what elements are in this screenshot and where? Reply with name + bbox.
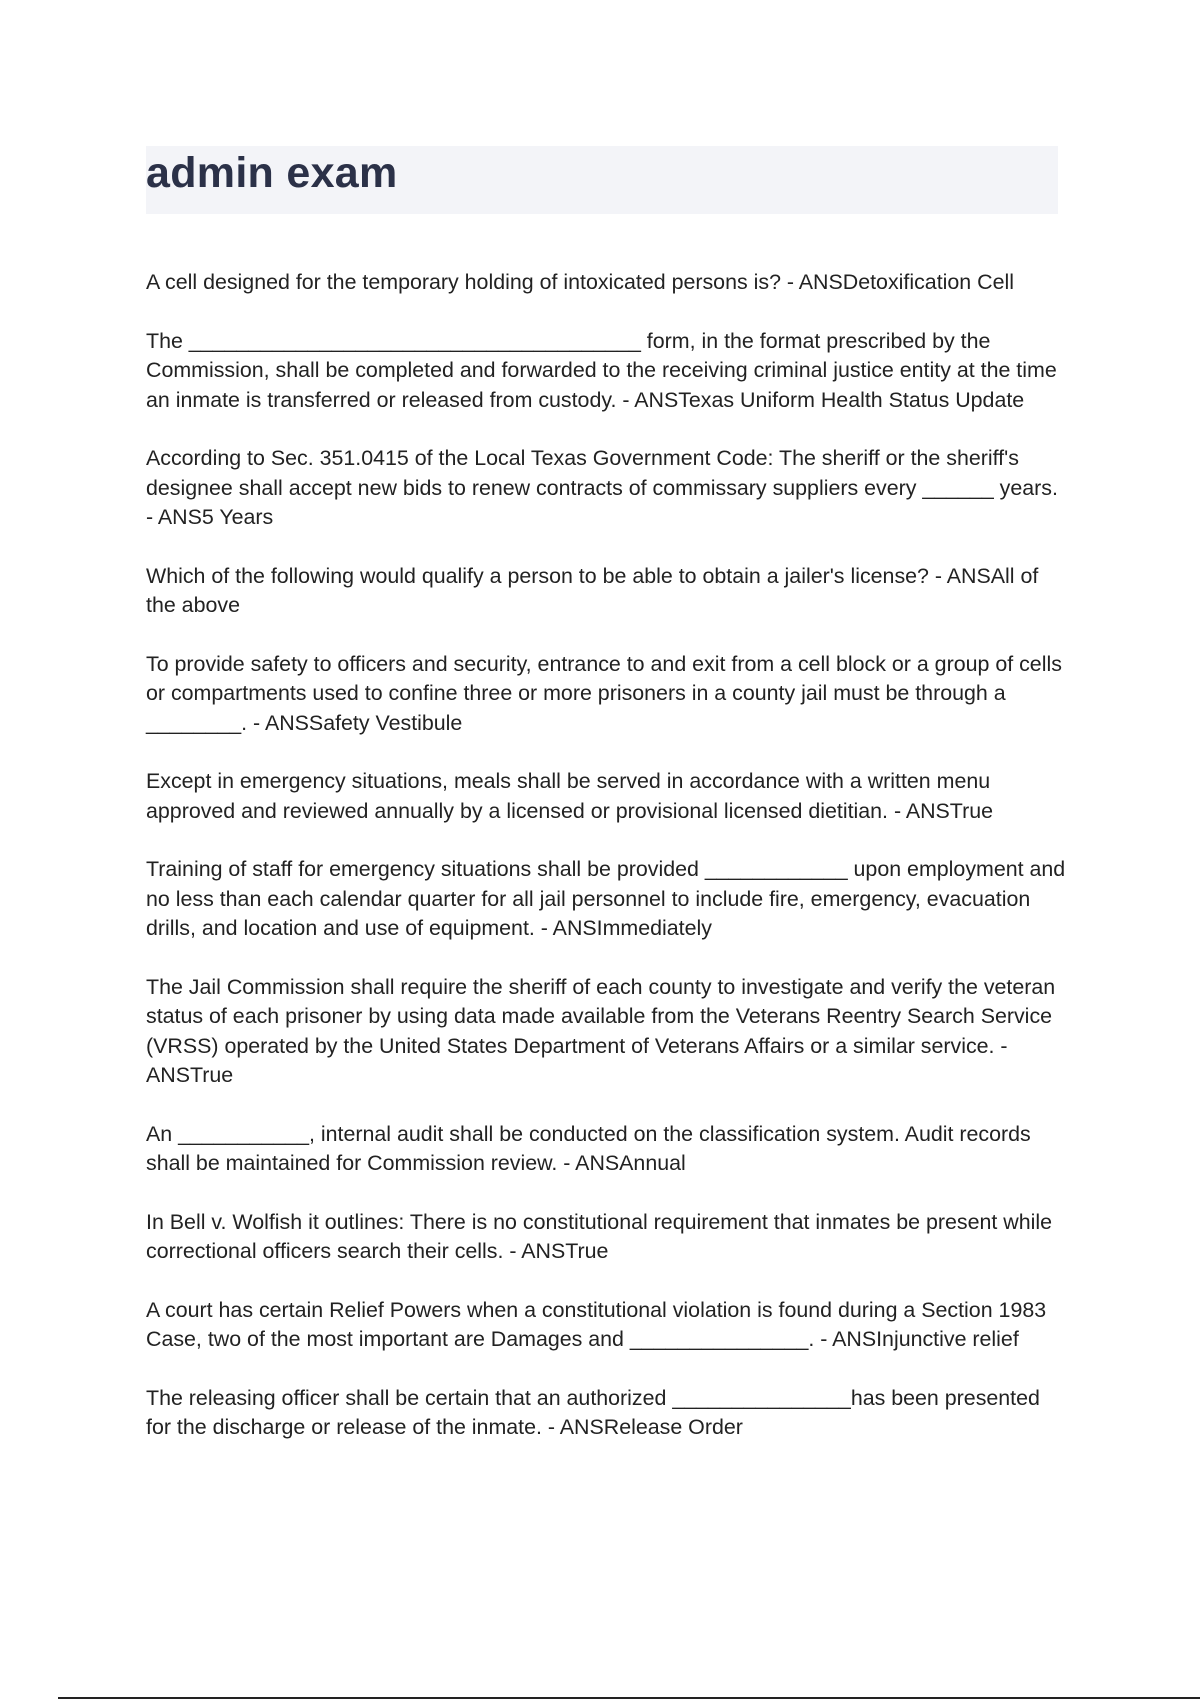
question-item: The Jail Commission shall require the sheriff of each county to investigate and verify the veteran status of each prisoner by using data made available from the Veterans Reentry Search Service (VRSS) operated by the United States Department of Veterans Affairs or a similar service. - ANSTrue [146, 974, 1056, 1087]
question-item: Training of staff for emergency situations shall be provided ____________ upon employment and no less than each calendar quarter for all jail personnel to include fire, emergency, evacuation drills, and location and use of equipment. - ANSImmediately [146, 857, 1066, 940]
question-item: In Bell v. Wolfish it outlines: There is no constitutional requirement that inmates be present while correctional officers search their cells. - ANSTrue [146, 1209, 1052, 1263]
question-item: According to Sec. 351.0415 of the Local Texas Government Code: The sheriff or the sheriff's designee shall accept new bids to renew contracts of commissary suppliers every ______ years. - ANS5 Years [146, 446, 1058, 529]
question-item: The releasing officer shall be certain that an authorized _______________has been presented for the discharge or release of the inmate. - ANSRelease Order [146, 1385, 1040, 1439]
question-item: To provide safety to officers and security, entrance to and exit from a cell block or a group of cells or compartments used to confine three or more prisoners in a county jail must be through a ________. - ANSSafety Vestibule [146, 651, 1062, 735]
question-list [146, 268, 1066, 1472]
bottom-divider [58, 1697, 1200, 1699]
question-item: The ______________________________________ form, in the format prescribed by the Commission, shall be completed and forwarded to the receiving criminal justice entity at the time an inmate is transferred or released from custody. - ANSTexas Uniform Health Status Update [146, 328, 1057, 412]
question-item: Which of the following would qualify a person to be able to obtain a jailer's license? - ANSAll of the above [146, 563, 1039, 617]
question-item: A cell designed for the temporary holding of intoxicated persons is? - ANSDetoxification Cell [146, 270, 1014, 294]
question-item: An ___________, internal audit shall be conducted on the classification system. Audit records shall be maintained for Commission review. - ANSAnnual [146, 1121, 1031, 1175]
title-banner [146, 146, 1058, 214]
question-item: Except in emergency situations, meals shall be served in accordance with a written menu approved and reviewed annually by a licensed or provisional licensed dietitian. - ANSTrue [146, 769, 993, 823]
page-title: admin exam [146, 149, 398, 197]
question-item: A court has certain Relief Powers when a constitutional violation is found during a Section 1983 Case, two of the most important are Damages and _______________. - ANSInjunctive relief [146, 1297, 1047, 1351]
